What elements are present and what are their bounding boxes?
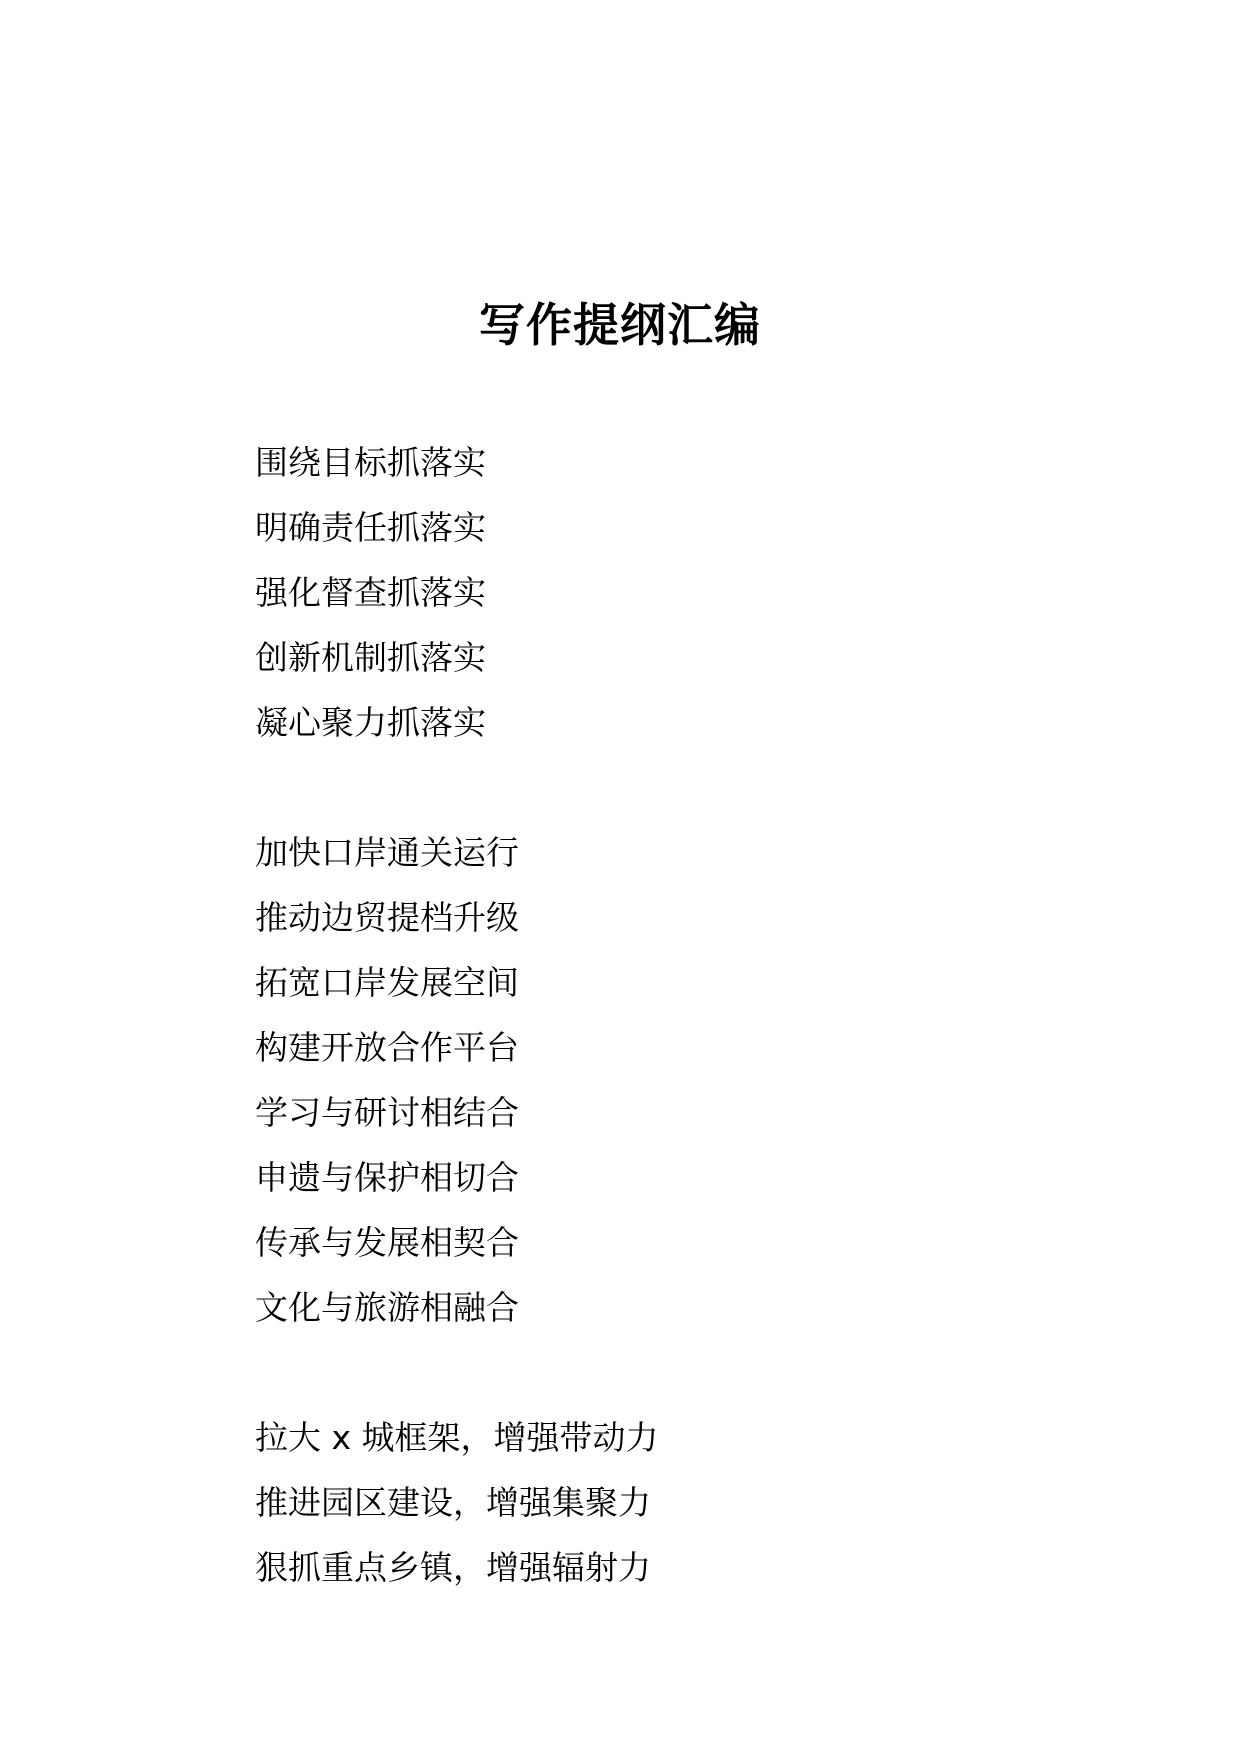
outline-line: 学习与研讨相结合 [255,1093,519,1132]
outline-group-3 [255,1405,1055,1600]
outline-line: 构建开放合作平台 [255,1028,519,1067]
outline-line: 文化与旅游相融合 [255,1288,519,1327]
outline-line: 凝心聚力抓落实 [255,703,486,742]
outline-line: 加快口岸通关运行 [255,833,519,872]
outline-line: 围绕目标抓落实 [255,443,486,482]
outline-group-1 [255,430,1055,755]
outline-line: 推动边贸提档升级 [255,898,519,937]
outline-group-2 [255,820,1055,1340]
document-title: 写作提纲汇编 [479,298,761,352]
outline-line: 狠抓重点乡镇，增强辐射力 [255,1548,651,1587]
outline-line: 传承与发展相契合 [255,1223,519,1262]
outline-line: 强化督查抓落实 [255,573,486,612]
outline-line: 推进园区建设，增强集聚力 [255,1483,651,1522]
outline-line: 创新机制抓落实 [255,638,486,677]
outline-line: 明确责任抓落实 [255,508,486,547]
outline-line: 拉大 x 城框架，增强带动力 [255,1418,659,1457]
outline-line: 拓宽口岸发展空间 [255,963,519,1002]
outline-line: 申遗与保护相切合 [255,1158,519,1197]
